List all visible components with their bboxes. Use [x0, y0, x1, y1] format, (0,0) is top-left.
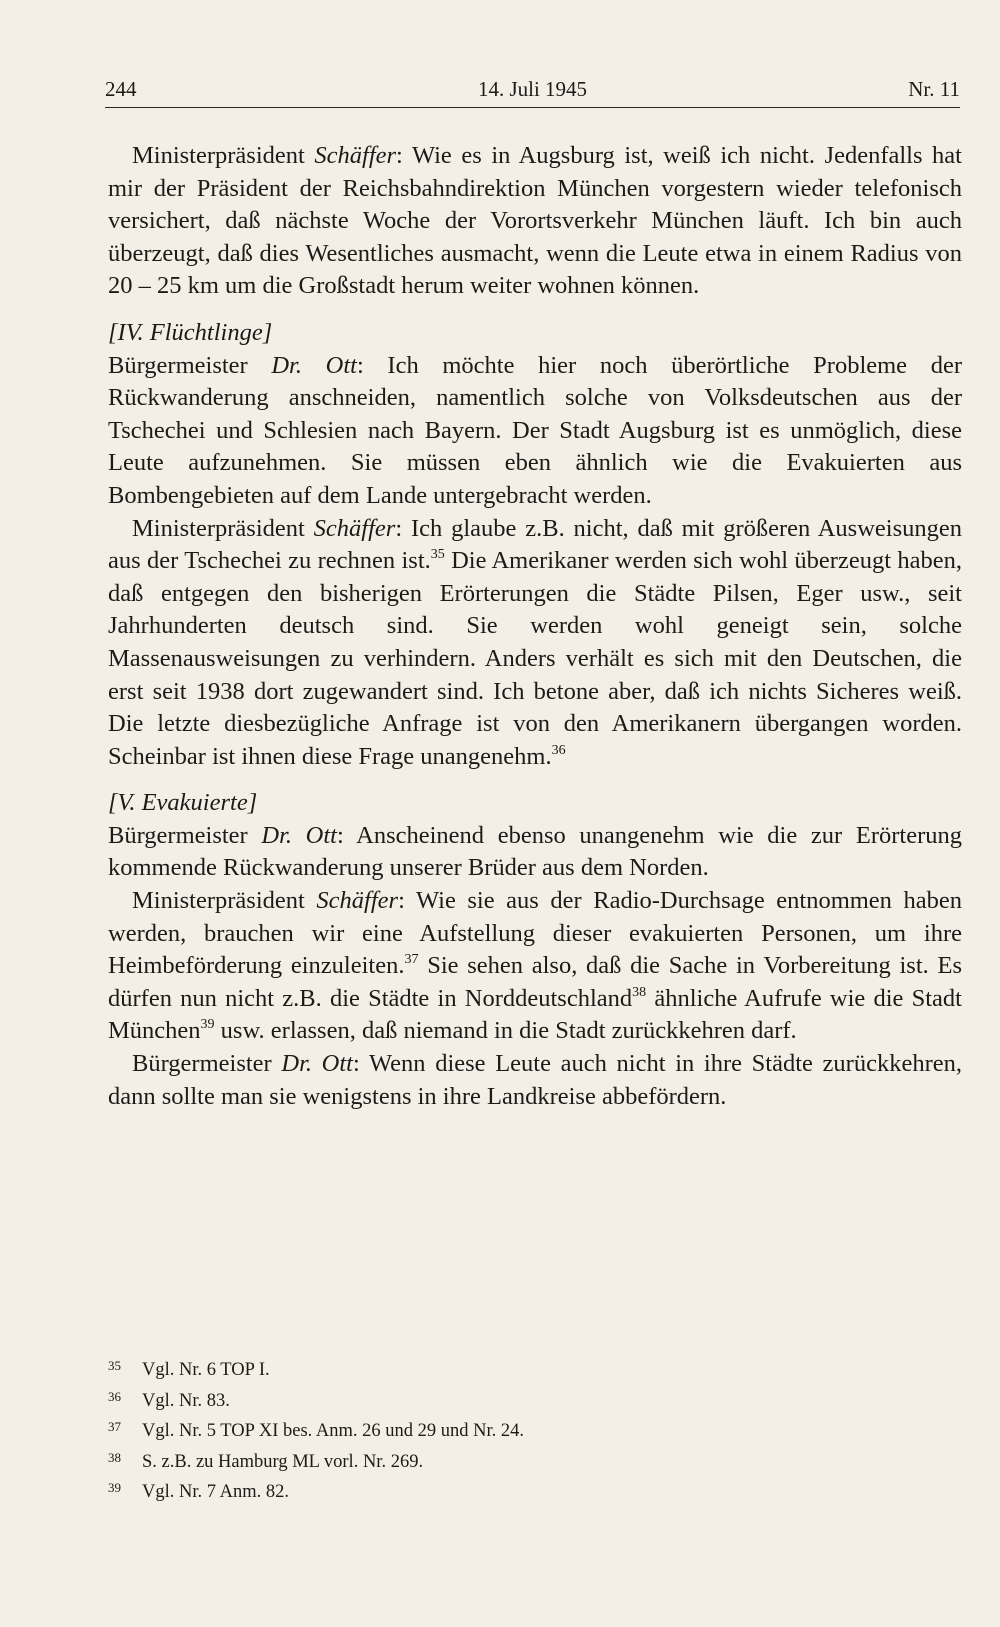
paragraph-text: Sie sehen also, daß die Sache in Vorbereitung ist. Es dürfen nun nicht z.B. die Städte in Norddeutschland — [108, 952, 962, 1012]
speaker-name: Dr. Ott — [261, 821, 337, 849]
speaker-name: Dr. Ott — [271, 351, 357, 379]
page-number: 244 — [105, 77, 137, 101]
footnote — [108, 1475, 708, 1506]
footnote-ref: 37 — [404, 952, 419, 968]
paragraph — [108, 513, 962, 774]
footnote — [108, 1414, 708, 1445]
footnote-ref: 35 — [430, 547, 445, 563]
speaker-role: Bürgermeister — [132, 1050, 272, 1078]
footnote-ref: 39 — [200, 1017, 215, 1033]
paragraph — [108, 1048, 962, 1113]
header-rule — [105, 107, 960, 108]
footnote-number: 39 — [108, 1480, 121, 1495]
paragraph-text: : Wenn diese Leute auch nicht in ihre Städte zurückkehren, dann sollte man sie wenigstens in ihre Landkreise abbefördern. — [108, 1050, 963, 1110]
speaker-role: Bürgermeister — [108, 351, 248, 379]
paragraph-text: Die Amerikaner werden sich wohl überzeugt haben, daß entgegen den bisherigen Erörterungen die Städte Pilsen, Eger usw., seit Jahrhunderten deutsch sind. Sie werden wohl geneigt sein, solche Massenausweisungen zu verhindern. Anders verhält es sich mit den Deutschen, die erst seit 1938 dort zugewandert sind. Ich betone aber, daß ich nichts Sicheres weiß. Die letzte diesbezügliche Anfrage ist von den Amerikanern übergangen worden. Scheinbar ist ihnen diese Frage unangenehm. — [108, 547, 962, 770]
running-header — [105, 74, 960, 104]
paragraph — [108, 140, 962, 303]
footnote-text: Vgl. Nr. 5 TOP XI bes. Anm. 26 und 29 und Nr. 24. — [142, 1421, 525, 1441]
speaker-name: Schäffer — [314, 142, 397, 169]
document-number: Nr. 11 — [908, 77, 960, 101]
footnote-number: 35 — [108, 1358, 121, 1373]
paragraph-text: : Anscheinend ebenso unangenehm wie die zur Erörterung kommende Rückwanderung unserer Brüder aus dem Norden. — [108, 821, 962, 882]
paragraph — [108, 350, 962, 513]
paragraph — [108, 885, 962, 1048]
speaker-name: Schäffer — [316, 887, 399, 915]
main-text — [108, 140, 962, 1113]
paragraph-text: ähnliche Aufrufe wie die Stadt München — [108, 984, 962, 1045]
footnote-number: 36 — [108, 1388, 121, 1404]
paragraph-text: : Wie sie aus der Radio-Durchsage entnommen haben werden, brauchen wir eine Aufstellung dieser evakuierten Personen, um ihre Heimbeförderung einzuleiten. — [108, 887, 962, 980]
footnote-ref: 36 — [551, 742, 566, 758]
paragraph-text: : Ich möchte hier noch überörtliche Probleme der Rückwanderung anschneiden, namentlich solche von Volksdeutschen aus der Tschechei und Schlesien nach Bayern. Der Stadt Augsburg ist es unmöglich, diese Leute aufzunehmen. Sie müssen eben ähnlich wie die Evakuierten aus Bombengebieten auf dem Lande untergebracht werden. — [108, 351, 962, 509]
footnote-number: 38 — [108, 1449, 121, 1465]
footnote-text: S. z.B. zu Hamburg ML vorl. Nr. 269. — [142, 1451, 424, 1472]
speaker-name: Schäffer — [313, 514, 396, 542]
speaker-role: Ministerpräsident — [132, 142, 305, 169]
footnote-ref: 38 — [632, 984, 647, 1000]
header-date: 14. Juli 1945 — [477, 77, 588, 101]
footnote-text: Vgl. Nr. 83. — [142, 1390, 230, 1411]
speaker-name: Dr. Ott — [281, 1050, 353, 1078]
paragraph-text: usw. erlassen, daß niemand in die Stadt zurückkehren darf. — [214, 1017, 797, 1045]
footnote — [108, 1384, 708, 1415]
footnote — [108, 1353, 708, 1384]
speaker-role: Bürgermeister — [108, 821, 248, 849]
paragraph-text: : Ich glaube z.B. nicht, daß mit größeren Ausweisungen aus der Tschechei zu rechnen ist. — [108, 514, 963, 575]
footnotes — [108, 1353, 708, 1506]
footnote-number: 37 — [108, 1419, 121, 1434]
speaker-role: Ministerpräsident — [132, 514, 305, 542]
speaker-role: Ministerpräsident — [132, 887, 305, 915]
paragraph — [108, 820, 962, 885]
section-heading: [V. Evakuierte] — [108, 789, 258, 817]
footnote — [108, 1445, 708, 1476]
footnote-text: Vgl. Nr. 7 Anm. 82. — [142, 1482, 289, 1502]
section-heading: [IV. Flüchtlinge] — [108, 318, 273, 346]
footnote-text: Vgl. Nr. 6 TOP I. — [142, 1360, 270, 1380]
paragraph-text: : Wie es in Augsburg ist, weiß ich nicht. Jedenfalls hat mir der Präsident der Reichsbahndirektion München vorgestern wieder telefonisch versichert, daß nächste Woche der Vorortsverkehr München läuft. Ich bin auch überzeugt, daß dies Wesentliches ausmacht, wenn die Leute etwa in einem Radius von 20 – 25 km um die Großstadt herum weiter wohnen können. — [108, 142, 962, 300]
